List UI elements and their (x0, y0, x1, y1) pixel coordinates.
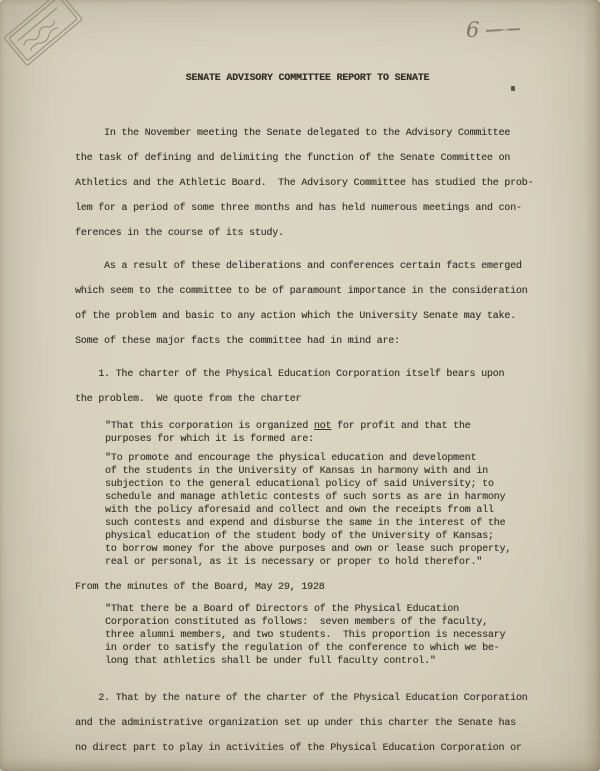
document-line: "That there be a Board of Directors of the Physical Education (105, 604, 459, 615)
document-quote (105, 420, 540, 446)
document-line: such contests and expend and disburse the same in the interest of the (105, 518, 506, 529)
scan-edge-right (584, 0, 600, 771)
document-line: From the minutes of the Board, May 29, 1928 (75, 582, 325, 593)
document-line: real or personal, as it is necessary or proper to hold therefor." (105, 557, 483, 568)
document-line: Corporation constituted as follows: seven members of the faculty, (105, 617, 488, 628)
document-line: schedule and manage athletic contests of such sorts as are in harmony (105, 492, 506, 503)
text-segment: for profit and that the (331, 421, 471, 432)
pencil-dash (486, 28, 520, 32)
pencil-mark-number: 6 (466, 18, 480, 42)
document-line: 1. The charter of the Physical Education Corporation itself bears upon (75, 369, 505, 380)
document-line: the problem. We quote from the charter (75, 394, 302, 405)
document-line: ferences in the course of its study. (75, 228, 284, 239)
document-line: As a result of these deliberations and conferences certain facts emerged (75, 261, 522, 272)
pencil-mark (466, 18, 520, 42)
document-line: with the policy aforesaid and collect and own the receipts from all (105, 505, 494, 516)
document-line: to borrow money for the above purposes and own or lease such property, (105, 544, 512, 555)
document-line: the task of defining and delimiting the function of the Senate Committee on (75, 153, 511, 164)
document-line: which seem to the committee to be of paramount importance in the consideration (75, 286, 528, 297)
document-line: long that athletics shall be under full faculty control." (105, 656, 436, 667)
document-quote (105, 452, 540, 569)
document-line: In the November meeting the Senate delegated to the Advisory Committee (75, 128, 511, 139)
document-line: physical education of the student body of the University of Kansas; (105, 531, 494, 542)
document-line: no direct part to play in activities of the Physical Education Corporation or (75, 743, 522, 754)
document-body (75, 121, 540, 761)
document-paragraph (75, 686, 540, 761)
document-title: SENATE ADVISORY COMMITTEE REPORT TO SENATE (185, 73, 430, 84)
document-line: lem for a period of some three months and has held numerous meetings and con- (75, 203, 522, 214)
document-line: three alumni members, and two students. This proportion is necessary (105, 630, 506, 641)
document-line: Athletics and the Athletic Board. The Advisory Committee has studied the prob- (75, 178, 534, 189)
document-line: purposes for which it is formed are: (105, 434, 314, 445)
document-quote (105, 603, 540, 668)
document-paragraph (75, 362, 540, 412)
document-line: and the administrative organization set up under this charter the Senate has (75, 718, 516, 729)
document (75, 66, 540, 769)
document-line (105, 420, 540, 433)
document-line: 2. That by the nature of the charter of the Physical Education Corporation (75, 693, 528, 704)
text-segment: "That this corporation is organized (105, 421, 314, 432)
document-line: in order to satisfy the regulation of the conference to which we be- (105, 643, 500, 654)
document-paragraph (75, 121, 540, 246)
document-paragraph (75, 254, 540, 354)
document-line: Some of these major facts the committee had in mind are: (75, 336, 400, 347)
document-line: of the problem and basic to any action which the University Senate may take. (75, 311, 516, 322)
document-line: subjection to the general educational policy of said University; to (105, 479, 494, 490)
document-flush (75, 575, 540, 600)
underlined-word: not (313, 421, 332, 432)
document-line: of the students in the University of Kansas in harmony with and in (105, 466, 488, 477)
document-line: "To promote and encourage the physical education and development (105, 453, 477, 464)
